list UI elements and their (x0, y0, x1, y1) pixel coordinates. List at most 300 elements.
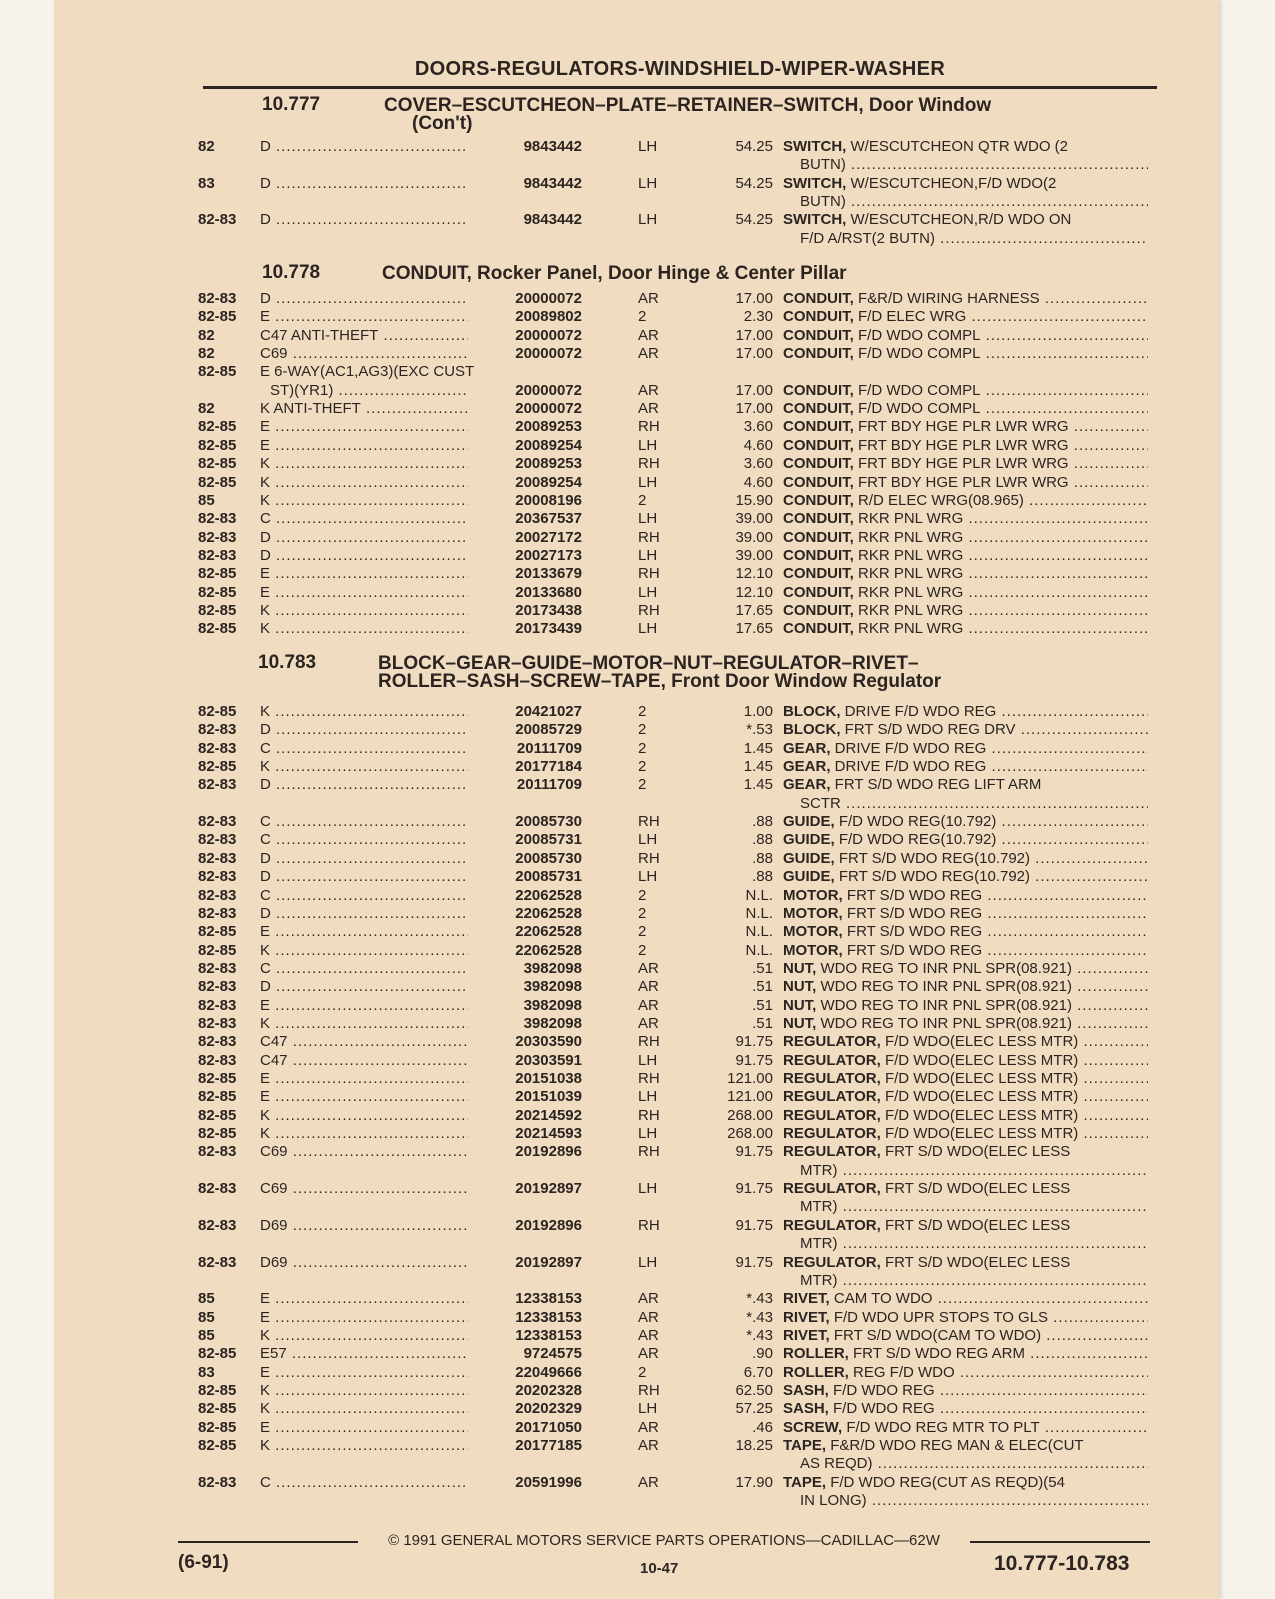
part-description (783, 850, 1148, 868)
model-year: 82-83 (198, 1216, 237, 1234)
model-year: 82-85 (198, 455, 237, 473)
table-row (198, 1088, 1148, 1106)
table-row (198, 923, 1148, 941)
part-description (783, 400, 1148, 418)
part-name: NUT, (783, 996, 817, 1014)
model-year: 83 (198, 1363, 215, 1381)
price: 3.60 (743, 418, 773, 436)
body-style: E ..... (260, 1290, 530, 1308)
table-row (198, 211, 1148, 229)
body-style: C69 ..... (260, 1143, 530, 1161)
part-name: REGULATOR, (783, 1070, 881, 1087)
footer-rule-right (970, 1541, 1150, 1543)
quantity: AR (638, 959, 659, 977)
model-year: 82-85 (198, 583, 237, 601)
quantity: LH (638, 831, 658, 849)
part-number: 12338153 (468, 1290, 582, 1308)
model-year: 82-83 (198, 813, 237, 831)
part-number: 20000072 (468, 382, 582, 400)
table-row (198, 831, 1148, 849)
quantity: AR (638, 996, 659, 1014)
body-style: E 6-WAY(AC1,AG3)(EXC CUST (260, 363, 475, 381)
description-text: F/D WDO(ELEC LESS MTR) ..... (881, 1125, 1148, 1142)
part-number: 3982098 (468, 978, 582, 996)
body-style: K ..... (260, 703, 530, 721)
body-style: C ..... (260, 740, 530, 758)
part-name: REGULATOR, (783, 1216, 881, 1234)
part-description (783, 923, 1148, 941)
price: N.L. (745, 904, 773, 922)
description-text: FRT S/D WDO REG LIFT ARM (830, 776, 1042, 794)
quantity: 2 (638, 739, 647, 757)
body-style: D69 ..... (260, 1217, 530, 1235)
description-text: FRT S/D WDO(ELEC LESS (880, 1253, 1071, 1271)
quantity: AR (638, 1014, 659, 1032)
part-number: 20089254 (468, 437, 582, 455)
price: *.43 (746, 1308, 773, 1326)
part-description (783, 1217, 1148, 1235)
table-row (198, 721, 1148, 739)
model-year: 82-85 (198, 620, 237, 638)
body-style: D ..... (260, 175, 530, 193)
body-style: K ..... (260, 620, 530, 638)
part-description (783, 942, 1148, 960)
part-name: CONDUIT, (783, 436, 854, 454)
quantity: RH (638, 1216, 660, 1234)
quantity: AR (638, 326, 659, 344)
footer-rule-left (178, 1541, 358, 1543)
model-year: 82-83 (198, 1143, 237, 1161)
part-description (783, 565, 1148, 583)
description-text: F/D WDO(ELEC LESS MTR) ..... (881, 1033, 1148, 1050)
quantity: RH (638, 1106, 660, 1124)
quantity: AR (638, 1290, 659, 1308)
quantity: RH (638, 528, 660, 546)
part-name: GEAR, (783, 758, 831, 776)
table-row (198, 510, 1148, 528)
table-row-continued (198, 1272, 1148, 1290)
table-row-continued (198, 1235, 1148, 1253)
body-style: E57 ..... (260, 1345, 530, 1363)
description-text: F/D WDO COMPL ..... (854, 400, 1148, 417)
quantity: AR (638, 1345, 659, 1363)
quantity: LH (638, 583, 658, 601)
part-description (783, 1474, 1148, 1492)
table-row (198, 175, 1148, 193)
part-name: CONDUIT, (783, 510, 854, 528)
part-number: 9843442 (468, 138, 582, 156)
model-year: 82-83 (198, 721, 237, 739)
description-text: F/D WDO REG(CUT AS REQD)(54 (826, 1473, 1065, 1491)
model-year: 82-83 (198, 1051, 237, 1069)
table-row (198, 1254, 1148, 1272)
model-year: 82 (198, 400, 215, 418)
description-text: RKR PNL WRG ..... (854, 529, 1148, 546)
part-description (783, 529, 1148, 547)
part-description (783, 1290, 1148, 1308)
price: 3.60 (743, 455, 773, 473)
price: .88 (752, 849, 773, 867)
quantity: AR (638, 381, 659, 399)
part-description (783, 1419, 1148, 1437)
part-number: 9843442 (468, 211, 582, 229)
part-number: 22062528 (468, 942, 582, 960)
part-name: REGULATOR, (783, 1033, 881, 1051)
model-year: 82-83 (198, 886, 237, 904)
body-style: C ..... (260, 887, 530, 905)
body-style: D ..... (260, 547, 530, 565)
part-number: 9843442 (468, 175, 582, 193)
description-text: FRT S/D WDO REG ..... (843, 923, 1148, 940)
body-style: K ..... (260, 1107, 530, 1125)
quantity: LH (638, 546, 658, 564)
model-year: 82-83 (198, 904, 237, 922)
model-year: 82-85 (198, 308, 237, 326)
price: *.43 (746, 1290, 773, 1308)
model-year: 82-85 (198, 418, 237, 436)
description-text: WDO REG TO INR PNL SPR(08.921) ..... (816, 960, 1148, 977)
body-style: E ..... (260, 997, 530, 1015)
section-title-continued: ROLLER–SASH–SCREW–TAPE, Front Door Window Regulator (378, 671, 942, 692)
model-year: 82-83 (198, 959, 237, 977)
part-number: 20085729 (468, 721, 582, 739)
part-name: MOTOR, (783, 923, 843, 941)
part-number: 20173438 (468, 602, 582, 620)
price: .51 (752, 978, 773, 996)
part-description (783, 1437, 1148, 1455)
part-number: 20591996 (468, 1474, 582, 1492)
body-style: K ..... (260, 942, 530, 960)
part-number: 20192896 (468, 1217, 582, 1235)
table-row (198, 703, 1148, 721)
model-year: 85 (198, 491, 215, 509)
table-row (198, 1290, 1148, 1308)
model-year: 82-85 (198, 473, 237, 491)
part-description (783, 978, 1148, 996)
description-text: FRT S/D WDO REG DRV ..... (841, 721, 1149, 738)
page-number: 10-47 (640, 1560, 679, 1577)
part-description (783, 1400, 1148, 1418)
part-description (783, 138, 1148, 156)
part-number: 3982098 (468, 1015, 582, 1033)
price: 91.75 (735, 1033, 773, 1051)
part-number: 20173439 (468, 620, 582, 638)
price: .51 (752, 959, 773, 977)
quantity: RH (638, 813, 660, 831)
price: N.L. (745, 941, 773, 959)
table-row (198, 138, 1148, 156)
body-style: E ..... (260, 308, 530, 326)
model-year: 85 (198, 1308, 215, 1326)
body-style: K ..... (260, 474, 530, 492)
description-continued: BUTN) ..... (800, 156, 1148, 174)
part-number: 20000072 (468, 345, 582, 363)
price: .51 (752, 996, 773, 1014)
price: 17.00 (735, 290, 773, 307)
table-row (198, 1143, 1148, 1161)
part-description (783, 831, 1148, 849)
table-row (198, 978, 1148, 996)
price: 12.10 (735, 565, 773, 583)
price: .90 (752, 1345, 773, 1363)
part-description (783, 382, 1148, 400)
body-style: E ..... (260, 1419, 530, 1437)
body-style: K ANTI-THEFT ..... (260, 400, 530, 418)
part-number: 20192897 (468, 1180, 582, 1198)
table-row (198, 308, 1148, 326)
part-number: 12338153 (468, 1327, 582, 1345)
part-number: 20177185 (468, 1437, 582, 1455)
part-name: GEAR, (783, 776, 831, 794)
quantity: 2 (638, 776, 647, 794)
description-text: DRIVE F/D WDO REG ..... (831, 740, 1148, 757)
part-name: SASH, (783, 1381, 829, 1399)
model-year: 82-85 (198, 1381, 237, 1399)
description-text: DRIVE F/D WDO REG ..... (841, 703, 1149, 720)
part-name: SCREW, (783, 1418, 843, 1436)
body-style: C47 ANTI-THEFT ..... (260, 327, 530, 345)
price: 1.00 (743, 703, 773, 720)
part-name: SWITCH, (783, 211, 847, 229)
part-name: CONDUIT, (783, 290, 854, 307)
part-description (783, 1254, 1148, 1272)
price: .46 (752, 1418, 773, 1436)
part-name: GUIDE, (783, 813, 835, 831)
price: 1.45 (743, 758, 773, 776)
part-number: 20089802 (468, 308, 582, 326)
model-year: 82-85 (198, 1418, 237, 1436)
body-style: D ..... (260, 290, 530, 308)
table-row (198, 1309, 1148, 1327)
body-style: E ..... (260, 1309, 530, 1327)
part-description (783, 1033, 1148, 1051)
body-style: D69 ..... (260, 1254, 530, 1272)
model-year: 82 (198, 326, 215, 344)
table-row (198, 1474, 1148, 1492)
body-style: D ..... (260, 868, 530, 886)
part-description (783, 997, 1148, 1015)
part-number: 20214592 (468, 1107, 582, 1125)
part-name: TAPE, (783, 1437, 827, 1454)
part-number: 20151039 (468, 1088, 582, 1106)
description-text: F/D WDO(ELEC LESS MTR) ..... (881, 1052, 1148, 1069)
description-text: FRT S/D WDO(CAM TO WDO) ..... (830, 1327, 1148, 1344)
quantity: AR (638, 1308, 659, 1326)
model-year: 82-85 (198, 1400, 237, 1418)
part-description (783, 1088, 1148, 1106)
part-number: 12338153 (468, 1309, 582, 1327)
body-style: D ..... (260, 776, 530, 794)
quantity: AR (638, 345, 659, 363)
table-row (198, 1327, 1148, 1345)
description-text: W/ESCUTCHEON QTR WDO (2 (846, 138, 1068, 155)
quantity: LH (638, 620, 658, 638)
part-description (783, 437, 1148, 455)
price: 91.75 (735, 1180, 773, 1198)
body-style: E ..... (260, 584, 530, 602)
quantity: LH (638, 174, 658, 192)
part-number: 20085730 (468, 813, 582, 831)
table-row (198, 1345, 1148, 1363)
description-text: F/D WDO(ELEC LESS MTR) ..... (881, 1070, 1148, 1087)
part-description (783, 1180, 1148, 1198)
part-description (783, 703, 1148, 721)
model-year: 82-83 (198, 528, 237, 546)
table-row (198, 905, 1148, 923)
model-year: 82-83 (198, 290, 237, 307)
part-number: 20192896 (468, 1143, 582, 1161)
model-year: 82-83 (198, 1253, 237, 1271)
part-description (783, 887, 1148, 905)
description-text: FRT S/D WDO(ELEC LESS (880, 1216, 1071, 1234)
part-number: 22062528 (468, 923, 582, 941)
price: 4.60 (743, 473, 773, 491)
model-year: 82-83 (198, 996, 237, 1014)
table-row-continued (198, 1198, 1148, 1216)
part-number: 20085731 (468, 868, 582, 886)
price: 54.25 (735, 174, 773, 192)
model-year: 82-85 (198, 1070, 237, 1087)
price: 91.75 (735, 1051, 773, 1069)
part-name: RIVET, (783, 1290, 830, 1308)
body-style: D ..... (260, 211, 530, 229)
part-description (783, 308, 1148, 326)
part-name: RIVET, (783, 1326, 830, 1344)
description-text: FRT S/D WDO REG ..... (843, 905, 1148, 922)
part-number: 22049666 (468, 1364, 582, 1382)
part-description (783, 474, 1148, 492)
quantity: LH (638, 868, 658, 886)
body-style: C47 ..... (260, 1033, 530, 1051)
description-text: F/D WDO COMPL ..... (854, 382, 1148, 399)
part-name: GUIDE, (783, 868, 835, 886)
price: 1.45 (743, 739, 773, 757)
quantity: RH (638, 1070, 660, 1087)
quantity: LH (638, 436, 658, 454)
price: 17.00 (735, 326, 773, 344)
section-number: 10.778 (262, 262, 321, 283)
description-continued: MTR) ..... (800, 1272, 1148, 1290)
quantity: RH (638, 1033, 660, 1051)
part-name: NUT, (783, 959, 817, 977)
part-number: 9724575 (468, 1345, 582, 1363)
part-name: CONDUIT, (783, 455, 854, 473)
model-year: 82 (198, 345, 215, 363)
quantity: 2 (638, 923, 647, 941)
description-text: FRT BDY HGE PLR LWR WRG ..... (854, 437, 1148, 454)
description-text: FRT S/D WDO(ELEC LESS (880, 1143, 1071, 1161)
table-row (198, 1033, 1148, 1051)
part-description (783, 620, 1148, 638)
table-row (198, 602, 1148, 620)
part-description (783, 175, 1148, 193)
part-number: 20177184 (468, 758, 582, 776)
part-name: CONDUIT, (783, 400, 854, 418)
model-year: 82-85 (198, 1345, 237, 1363)
table-row (198, 547, 1148, 565)
table-row (198, 1437, 1148, 1455)
description-text: F/D WDO REG MTR TO PLT ..... (842, 1419, 1148, 1436)
quantity: 2 (638, 941, 647, 959)
part-number: 20421027 (468, 703, 582, 721)
description-text: FRT S/D WDO REG(10.792) ..... (835, 868, 1148, 885)
model-year: 82-83 (198, 510, 237, 528)
part-number: 20133680 (468, 584, 582, 602)
price: 57.25 (735, 1400, 773, 1418)
table-row (198, 584, 1148, 602)
model-year: 82 (198, 138, 215, 155)
part-number: 20085731 (468, 831, 582, 849)
copyright-line: © 1991 GENERAL MOTORS SERVICE PARTS OPERATIONS—CADILLAC—62W (388, 1532, 940, 1549)
body-style: K ..... (260, 1382, 530, 1400)
body-style: C47 ..... (260, 1052, 530, 1070)
header-rule (203, 86, 1157, 89)
part-number: 20171050 (468, 1419, 582, 1437)
quantity: RH (638, 849, 660, 867)
part-description (783, 455, 1148, 473)
price: *.43 (746, 1326, 773, 1344)
description-continued: AS REQD) ..... (800, 1455, 1148, 1473)
table-row (198, 1015, 1148, 1033)
price: 39.00 (735, 510, 773, 528)
body-style: C ..... (260, 1474, 530, 1492)
part-number: 20027172 (468, 529, 582, 547)
price: *.53 (746, 721, 773, 739)
description-text: RKR PNL WRG ..... (854, 584, 1148, 601)
body-style: K ..... (260, 1437, 530, 1455)
part-name: CONDUIT, (783, 546, 854, 564)
table-row (198, 345, 1148, 363)
quantity: AR (638, 400, 659, 418)
page-header: DOORS-REGULATORS-WINDSHIELD-WIPER-WASHER (414, 58, 946, 80)
table-row (198, 850, 1148, 868)
body-style: K ..... (260, 1125, 530, 1143)
body-style: E ..... (260, 1088, 530, 1106)
description-text: R/D ELEC WRG(08.965) ..... (854, 492, 1148, 509)
quantity: 2 (638, 886, 647, 904)
quantity: AR (638, 1418, 659, 1436)
price: .88 (752, 813, 773, 831)
price: .88 (752, 831, 773, 849)
table-row-continued (198, 795, 1148, 813)
part-number: 20367537 (468, 510, 582, 528)
part-name: CONDUIT, (783, 565, 854, 583)
price: 6.70 (743, 1363, 773, 1381)
quantity: RH (638, 601, 660, 619)
body-style: K ..... (260, 602, 530, 620)
quantity: 2 (638, 721, 647, 739)
part-description (783, 1327, 1148, 1345)
body-style: D ..... (260, 529, 530, 547)
table-row (198, 529, 1148, 547)
part-description (783, 776, 1148, 794)
table-row (198, 1107, 1148, 1125)
description-text: FRT BDY HGE PLR LWR WRG ..... (854, 455, 1148, 472)
part-name: MOTOR, (783, 941, 843, 959)
price: 91.75 (735, 1216, 773, 1234)
model-year: 82-83 (198, 211, 237, 229)
body-style: D ..... (260, 978, 530, 996)
part-name: GUIDE, (783, 849, 835, 867)
description-text: F/D WDO REG(10.792) ..... (835, 831, 1148, 848)
table-row (198, 960, 1148, 978)
quantity: LH (638, 510, 658, 528)
table-row (198, 1217, 1148, 1235)
part-number: 20303590 (468, 1033, 582, 1051)
body-style: K ..... (260, 1400, 530, 1418)
part-number: 20192897 (468, 1254, 582, 1272)
quantity: LH (638, 1051, 658, 1069)
